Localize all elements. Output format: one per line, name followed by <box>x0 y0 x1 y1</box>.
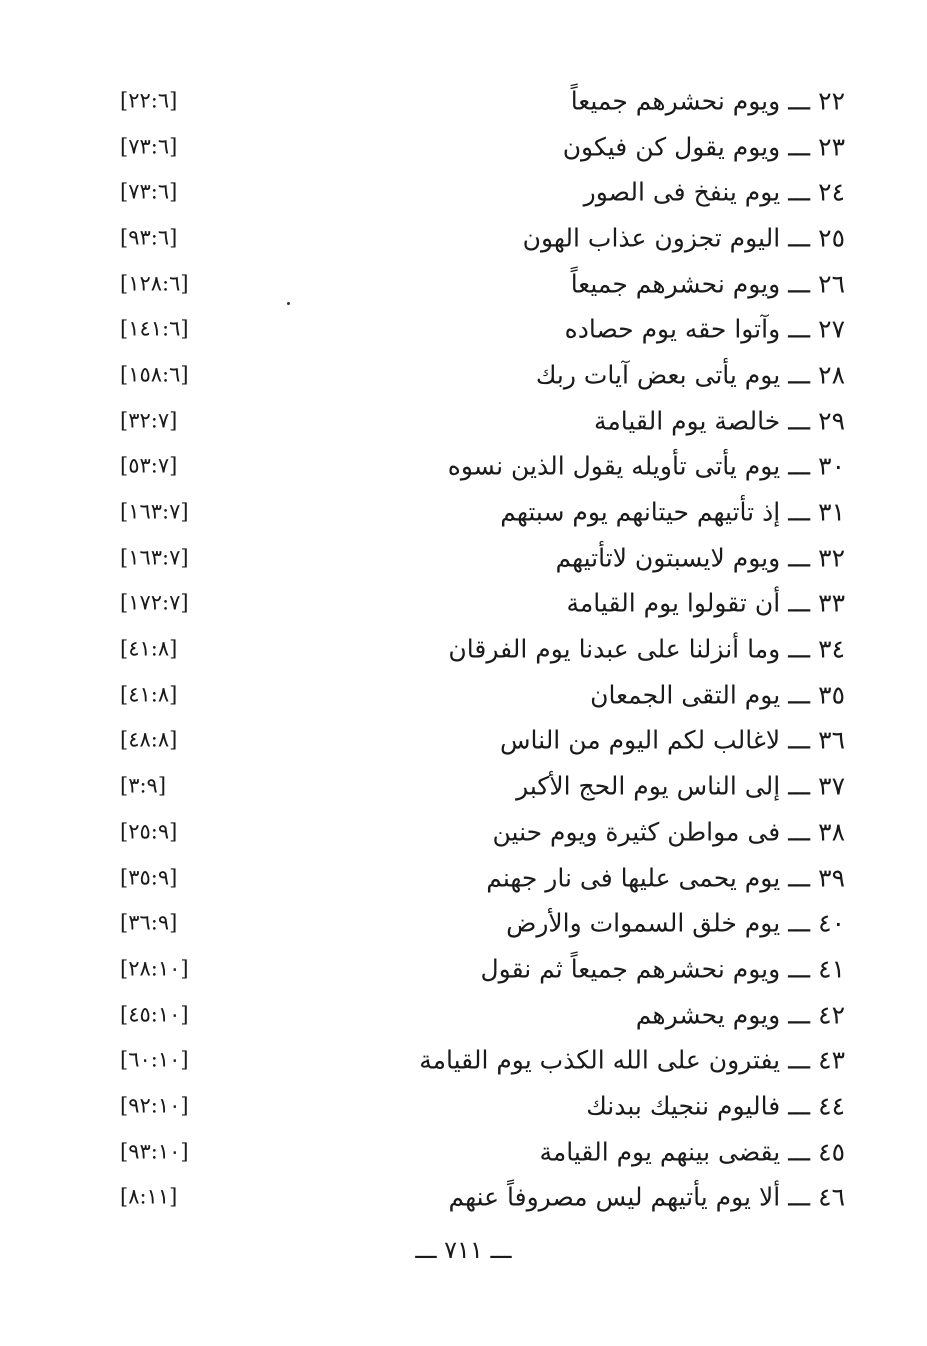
verse-reference <box>120 547 189 568</box>
verse-entry <box>0 261 927 307</box>
verse-number: ٢٤ <box>818 177 845 207</box>
verse-entry <box>0 1129 927 1175</box>
verse-line <box>635 1000 845 1030</box>
verse-reference <box>120 727 178 752</box>
verse-dash: ـــ <box>788 908 811 938</box>
verse-line <box>593 406 845 436</box>
verse-line <box>522 223 845 253</box>
verse-text: فى مواطن كثيرة ويوم حنين <box>492 817 781 847</box>
verse-reference-text: [٣٦:٩] <box>120 910 178 935</box>
print-speck <box>287 302 290 305</box>
verse-line <box>562 132 845 162</box>
verse-line <box>448 1182 845 1212</box>
verse-dash: ـــ <box>788 269 811 299</box>
verse-reference-text: [١٦٣:٧] <box>120 545 189 570</box>
verse-number: ٣٩ <box>818 863 845 893</box>
verse-reference-text: [٣:٩] <box>120 773 167 798</box>
page-number: ـــ ٧١١ ـــ <box>415 1236 512 1264</box>
verse-dash: ـــ <box>788 1045 811 1075</box>
verse-line <box>447 451 845 481</box>
verse-entry <box>0 626 927 672</box>
verse-line <box>570 86 845 116</box>
verse-line <box>486 863 845 893</box>
verse-text: لاغالب لكم اليوم من الناس <box>500 725 781 755</box>
verse-dash: ـــ <box>788 177 811 207</box>
verse-number: ٤٢ <box>818 1000 845 1030</box>
verse-text: خالصة يوم القيامة <box>593 406 781 436</box>
verse-dash: ـــ <box>788 314 811 344</box>
verse-reference <box>120 273 189 294</box>
verse-entry <box>0 672 927 718</box>
verse-entry <box>0 1037 927 1083</box>
verse-reference-text: [٦٠:١٠] <box>120 1047 189 1072</box>
verse-reference-text: [٧٣:٦] <box>120 179 178 204</box>
verse-dash: ـــ <box>788 725 811 755</box>
verse-reference <box>120 410 177 431</box>
verse-reference-text: [٤١:٨] <box>120 682 178 707</box>
verse-reference-text: [١٢٨:٦] <box>120 271 189 296</box>
verse-reference <box>120 684 177 705</box>
verse-entry <box>0 535 927 581</box>
verse-dash: ـــ <box>788 451 811 481</box>
verse-reference-text: [١٦٣:٧] <box>120 499 189 524</box>
verse-entry <box>0 124 927 170</box>
verse-line <box>586 1091 845 1121</box>
verse-number: ٣٣ <box>818 588 845 618</box>
verse-text: إذ تأتيهم حيتانهم يوم سبتهم <box>500 497 781 527</box>
verse-dash: ـــ <box>788 360 811 390</box>
verse-reference <box>120 1004 189 1025</box>
verse-entry <box>0 306 927 352</box>
verse-text: اليوم تجزون عذاب الهون <box>522 223 781 253</box>
verse-entry <box>0 398 927 444</box>
verse-entry <box>0 809 927 855</box>
verse-reference-text: [٢٥:٩] <box>120 819 178 844</box>
verse-number: ٤٠ <box>818 908 845 938</box>
verse-reference-text: [٤١:٨] <box>120 636 178 661</box>
verse-dash: ـــ <box>788 680 811 710</box>
verse-text: ويوم لايسبتون لاتأتيهم <box>555 543 781 573</box>
verse-text: ألا يوم يأتيهم ليس مصروفاً عنهم <box>448 1182 781 1212</box>
verse-text: ويوم نحشرهم جميعاً <box>570 86 781 116</box>
verse-entry <box>0 444 927 490</box>
verse-line <box>419 1045 845 1075</box>
verse-reference-text: [٥٣:٧] <box>120 453 178 478</box>
verse-entry <box>0 352 927 398</box>
verse-reference-text: [٢٢:٦] <box>120 88 178 113</box>
verse-entry <box>0 215 927 261</box>
verse-line <box>492 817 845 847</box>
verse-number: ٢٣ <box>818 132 845 162</box>
verse-number: ٣٨ <box>818 817 845 847</box>
verse-reference <box>120 136 177 157</box>
verse-number: ٢٦ <box>818 269 845 299</box>
verse-dash: ـــ <box>788 1137 811 1167</box>
verse-reference <box>120 453 178 478</box>
verse-text: يوم يحمى عليها فى نار جهنم <box>486 863 781 893</box>
verse-line <box>516 771 845 801</box>
verse-text: ويوم نحشرهم جميعاً <box>570 269 781 299</box>
verse-entry <box>0 1175 927 1221</box>
verse-reference-text: [٣٢:٧] <box>120 408 178 433</box>
verse-line <box>506 908 845 938</box>
verse-number: ٤٤ <box>818 1091 845 1121</box>
verse-reference <box>120 90 177 111</box>
verse-entry <box>0 992 927 1038</box>
verse-reference <box>120 821 177 842</box>
verse-number: ٢٨ <box>818 360 845 390</box>
verse-entry <box>0 855 927 901</box>
verse-line <box>590 680 845 710</box>
verse-reference-text: [٩٢:١٠] <box>120 1093 189 1118</box>
verse-text: وآتوا حقه يوم حصاده <box>564 314 781 344</box>
verse-reference <box>120 499 189 524</box>
verse-reference <box>120 1141 189 1162</box>
verse-number: ٢٩ <box>818 406 845 436</box>
verse-entry <box>0 169 927 215</box>
verse-line <box>480 954 845 984</box>
verse-number: ٤٥ <box>818 1137 845 1167</box>
verse-line <box>555 543 845 573</box>
verse-reference-text: [٧٣:٦] <box>120 134 178 159</box>
verse-reference <box>120 590 189 615</box>
verse-reference-text: [١٥٨:٦] <box>120 362 189 387</box>
verse-number: ٣٢ <box>818 543 845 573</box>
verse-reference <box>120 1184 178 1209</box>
verse-dash: ـــ <box>788 1182 811 1212</box>
verse-text: فاليوم ننجيك ببدنك <box>586 1091 781 1121</box>
verse-number: ٣١ <box>818 497 845 527</box>
verse-entry <box>0 900 927 946</box>
verse-reference-text: [١٤١:٦] <box>120 316 189 341</box>
verse-number: ٢٥ <box>818 223 845 253</box>
verse-reference <box>120 1095 189 1116</box>
verse-line <box>539 1137 845 1167</box>
verse-entry <box>0 718 927 764</box>
verse-dash: ـــ <box>788 588 811 618</box>
verse-list <box>0 78 927 1220</box>
verse-reference <box>120 227 177 248</box>
verse-line <box>583 177 845 207</box>
verse-reference-text: [٤٨:٨] <box>120 727 178 752</box>
verse-dash: ـــ <box>788 1000 811 1030</box>
verse-dash: ـــ <box>788 863 811 893</box>
verse-entry <box>0 946 927 992</box>
verse-reference <box>120 364 189 385</box>
verse-dash: ـــ <box>788 1091 811 1121</box>
verse-reference <box>120 958 189 979</box>
verse-line <box>500 497 845 527</box>
verse-text: إلى الناس يوم الحج الأكبر <box>516 771 781 801</box>
verse-dash: ـــ <box>788 132 811 162</box>
verse-text: يقضى بينهم يوم القيامة <box>539 1137 781 1167</box>
verse-line <box>566 588 845 618</box>
verse-text: ويوم نحشرهم جميعاً ثم نقول <box>480 954 781 984</box>
verse-text: يوم يأتى بعض آيات ربك <box>535 360 781 390</box>
verse-number: ٣٠ <box>818 451 845 481</box>
verse-number: ٢٧ <box>818 314 845 344</box>
verse-text: يوم التقى الجمعان <box>590 680 781 710</box>
verse-dash: ـــ <box>788 817 811 847</box>
verse-text: يوم يأتى تأويله يقول الذين نسوه <box>447 451 781 481</box>
verse-number: ٣٦ <box>818 725 845 755</box>
verse-reference <box>120 867 177 888</box>
verse-text: يوم خلق السموات والأرض <box>506 908 781 938</box>
verse-reference-text: [٨:١١] <box>120 1184 178 1209</box>
verse-reference-text: [١٧٢:٧] <box>120 590 189 615</box>
verse-dash: ـــ <box>788 406 811 436</box>
verse-dash: ـــ <box>788 86 811 116</box>
verse-number: ٣٧ <box>818 771 845 801</box>
verse-reference <box>120 910 178 935</box>
verse-line <box>564 314 845 344</box>
verse-line <box>448 634 845 664</box>
verse-text: يوم ينفخ فى الصور <box>583 177 781 207</box>
verse-dash: ـــ <box>788 954 811 984</box>
verse-line <box>535 360 845 390</box>
verse-reference-text: [٣٥:٩] <box>120 865 178 890</box>
verse-line <box>500 725 845 755</box>
verse-reference <box>120 316 189 341</box>
verse-entry <box>0 763 927 809</box>
verse-number: ٤٦ <box>818 1182 845 1212</box>
verse-dash: ـــ <box>788 497 811 527</box>
verse-number: ٣٥ <box>818 680 845 710</box>
verse-text: وما أنزلنا على عبدنا يوم الفرقان <box>448 634 781 664</box>
verse-number: ٤٣ <box>818 1045 845 1075</box>
verse-line <box>570 269 845 299</box>
verse-reference <box>120 773 167 798</box>
verse-dash: ـــ <box>788 223 811 253</box>
verse-text: ويوم يحشرهم <box>635 1000 781 1030</box>
verse-text: ويوم يقول كن فيكون <box>562 132 781 162</box>
verse-entry <box>0 1083 927 1129</box>
verse-entry <box>0 581 927 627</box>
verse-reference-text: [٩٣:١٠] <box>120 1139 189 1164</box>
verse-number: ٤١ <box>818 954 845 984</box>
verse-entry <box>0 78 927 124</box>
verse-dash: ـــ <box>788 634 811 664</box>
verse-reference-text: [٤٥:١٠] <box>120 1002 189 1027</box>
verse-reference <box>120 179 178 204</box>
verse-entry <box>0 489 927 535</box>
verse-text: يفترون على الله الكذب يوم القيامة <box>419 1045 781 1075</box>
verse-number: ٢٢ <box>818 86 845 116</box>
verse-reference-text: [٩٣:٦] <box>120 225 178 250</box>
verse-text: أن تقولوا يوم القيامة <box>566 588 781 618</box>
verse-reference-text: [٢٨:١٠] <box>120 956 189 981</box>
verse-reference <box>120 1047 189 1072</box>
verse-dash: ـــ <box>788 771 811 801</box>
verse-number: ٣٤ <box>818 634 845 664</box>
verse-dash: ـــ <box>788 543 811 573</box>
verse-reference <box>120 636 178 661</box>
